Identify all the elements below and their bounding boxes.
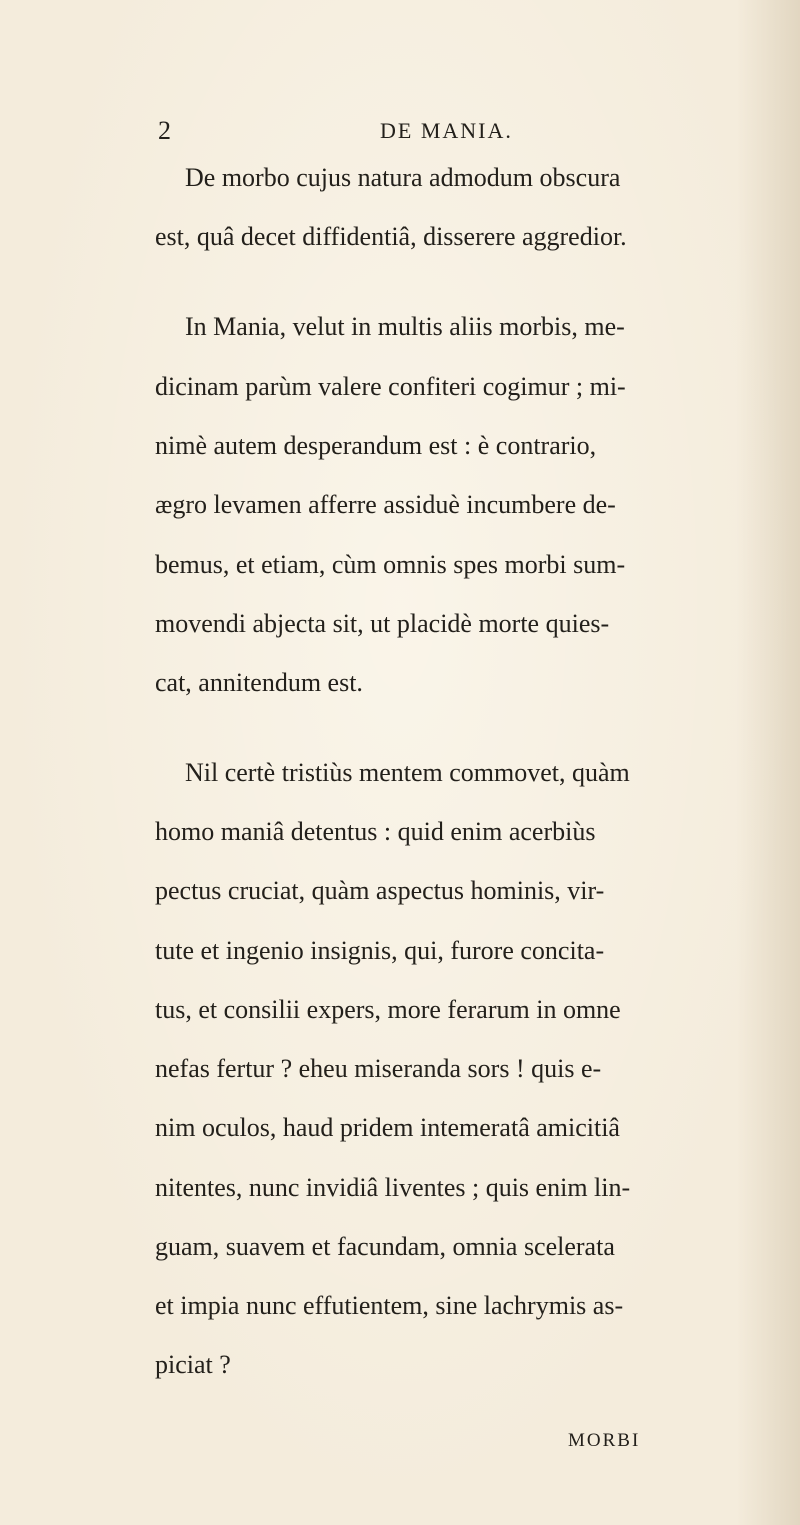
text-line: In Mania, velut in multis aliis morbis, me-: [185, 312, 625, 341]
text-line: nefas fertur ? eheu miseranda sors ! quis e-: [155, 1054, 602, 1083]
running-head: [0, 116, 800, 146]
text-line: bemus, et etiam, cùm omnis spes morbi sum-: [155, 550, 626, 579]
text-line: homo maniâ detentus : quid enim acerbiùs: [155, 817, 596, 846]
text-line: Nil certè tristiùs mentem commovet, quàm: [185, 758, 630, 787]
page-number: 2: [158, 116, 171, 145]
catchword: MORBI: [568, 1430, 641, 1451]
text-line: pectus cruciat, quàm aspectus hominis, vir-: [155, 876, 605, 905]
text-line: ægro levamen afferre assiduè incumbere de-: [155, 490, 616, 519]
text-line: nimè autem desperandum est : è contrario,: [155, 431, 597, 460]
text-line: cat, annitendum est.: [155, 668, 363, 697]
text-line: piciat ?: [155, 1350, 231, 1379]
text-line: De morbo cujus natura admodum obscura: [185, 163, 621, 192]
running-title: DE MANIA.: [380, 118, 513, 143]
text-line: tus, et consilii expers, more ferarum in omne: [155, 995, 621, 1024]
text-line: nitentes, nunc invidiâ liventes ; quis enim lin-: [155, 1173, 631, 1202]
text-line: et impia nunc effutientem, sine lachrymis as-: [155, 1291, 624, 1320]
text-line: guam, suavem et facundam, omnia scelerata: [155, 1232, 615, 1261]
text-line: tute et ingenio insignis, qui, furore concita-: [155, 936, 605, 965]
text-line: movendi abjecta sit, ut placidè morte quies-: [155, 609, 610, 638]
text-line: est, quâ decet diffidentiâ, disserere aggredior.: [155, 222, 627, 251]
text-line: nim oculos, haud pridem intemeratâ amicitiâ: [155, 1113, 620, 1142]
text-line: dicinam parùm valere confiteri cogimur ; mi-: [155, 372, 626, 401]
